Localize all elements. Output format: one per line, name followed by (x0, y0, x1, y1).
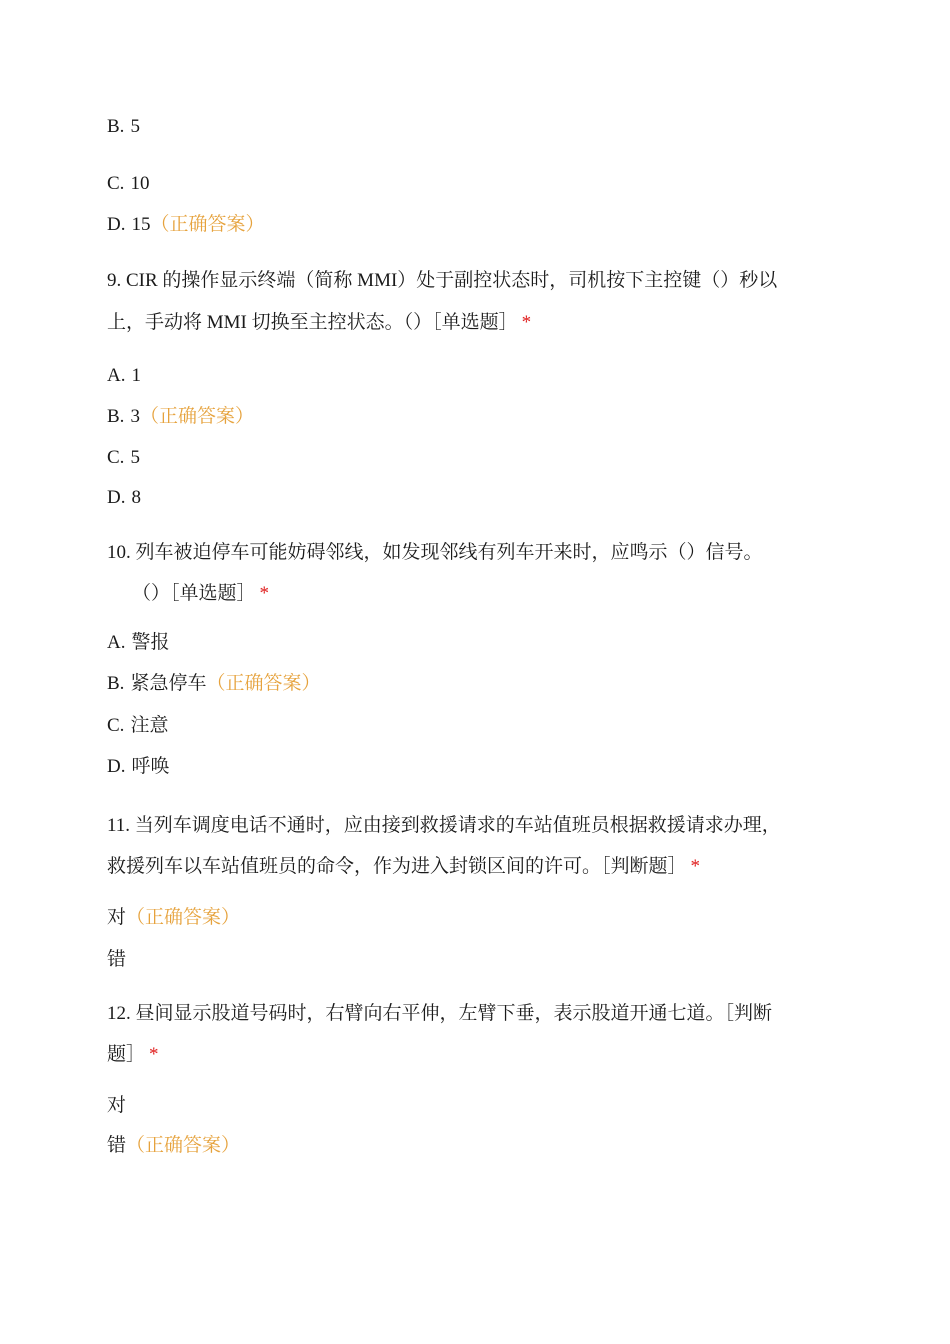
required-mark: * (259, 583, 270, 604)
q11-text-line1: 11. 当列车调度电话不通时，应由接到救援请求的车站值班员根据救援请求办理， (107, 815, 781, 836)
option-text: 警报 (131, 632, 170, 653)
option-text: 紧急停车 (130, 673, 207, 694)
q12-option-false[interactable] (107, 1134, 240, 1158)
option-label: A. (107, 632, 126, 653)
q9-option-a[interactable] (107, 364, 141, 388)
q9-text-line2-content: 上，手动将 MMI 切换至主控状态。（）［单选题］ (107, 312, 518, 333)
q11-text-line2 (107, 855, 700, 879)
option-label: D. (107, 214, 126, 235)
correct-answer-mark: （正确答案） (150, 214, 265, 235)
option-label: A. (107, 365, 126, 386)
option-text: 5 (130, 447, 140, 468)
option-text: 5 (130, 116, 140, 137)
q9-text-line1: 9. CIR 的操作显示终端（简称 MMI）处于副控状态时，司机按下主控键（）秒以 (107, 270, 778, 291)
option-text: 注意 (130, 715, 169, 736)
q10-option-a[interactable] (107, 631, 170, 655)
q8-option-b[interactable] (107, 115, 140, 139)
q11-text-line2-content: 救援列车以车站值班员的命令，作为进入封锁区间的许可。［判断题］ (107, 856, 687, 877)
required-mark: * (521, 312, 532, 333)
option-label: B. (107, 406, 125, 427)
q10-text-line1: 10. 列车被迫停车可能妨碍邻线，如发现邻线有列车开来时，应鸣示（）信号。 (107, 542, 763, 563)
q10-option-d[interactable] (107, 755, 170, 779)
option-text: 8 (131, 487, 141, 508)
q9-option-d[interactable] (107, 486, 141, 510)
q10-option-c[interactable] (107, 714, 168, 738)
correct-answer-mark: （正确答案） (206, 673, 321, 694)
correct-answer-mark: （正确答案） (139, 406, 254, 427)
option-label: D. (107, 487, 126, 508)
option-label: C. (107, 715, 125, 736)
option-label: B. (107, 673, 125, 694)
q9-option-b[interactable] (107, 405, 254, 429)
option-text: 3 (130, 406, 140, 427)
q8-option-d[interactable] (107, 213, 265, 237)
q10-option-b[interactable] (107, 672, 320, 696)
q9-text-line2 (107, 311, 531, 335)
option-label: C. (107, 447, 125, 468)
option-text: 呼唤 (131, 756, 170, 777)
option-text: 错 (107, 1135, 127, 1156)
option-label: D. (107, 756, 126, 777)
option-label: C. (107, 173, 125, 194)
option-text: 1 (131, 365, 141, 386)
q12-text-line2 (107, 1043, 159, 1067)
q11-option-true[interactable] (107, 906, 240, 930)
q12-option-true[interactable] (107, 1094, 126, 1118)
required-mark: * (690, 856, 701, 877)
option-text: 错 (107, 949, 127, 970)
q11-option-false[interactable] (107, 948, 126, 972)
q12-text-line1: 12. 昼间显示股道号码时，右臂向右平伸，左臂下垂，表示股道开通七道。［判断 (107, 1003, 773, 1024)
option-text: 对 (107, 907, 127, 928)
q10-text-line2-content: （）［单选题］ (132, 583, 256, 604)
correct-answer-mark: （正确答案） (126, 907, 241, 928)
correct-answer-mark: （正确答案） (126, 1135, 241, 1156)
option-text: 10 (130, 173, 150, 194)
option-text: 对 (107, 1095, 127, 1116)
q8-option-c[interactable] (107, 172, 149, 196)
q12-text-line2-content: 题］ (107, 1044, 146, 1065)
option-label: B. (107, 116, 125, 137)
q9-option-c[interactable] (107, 446, 140, 470)
option-text: 15 (131, 214, 151, 235)
required-mark: * (149, 1044, 159, 1065)
q10-text-line2 (132, 582, 269, 606)
